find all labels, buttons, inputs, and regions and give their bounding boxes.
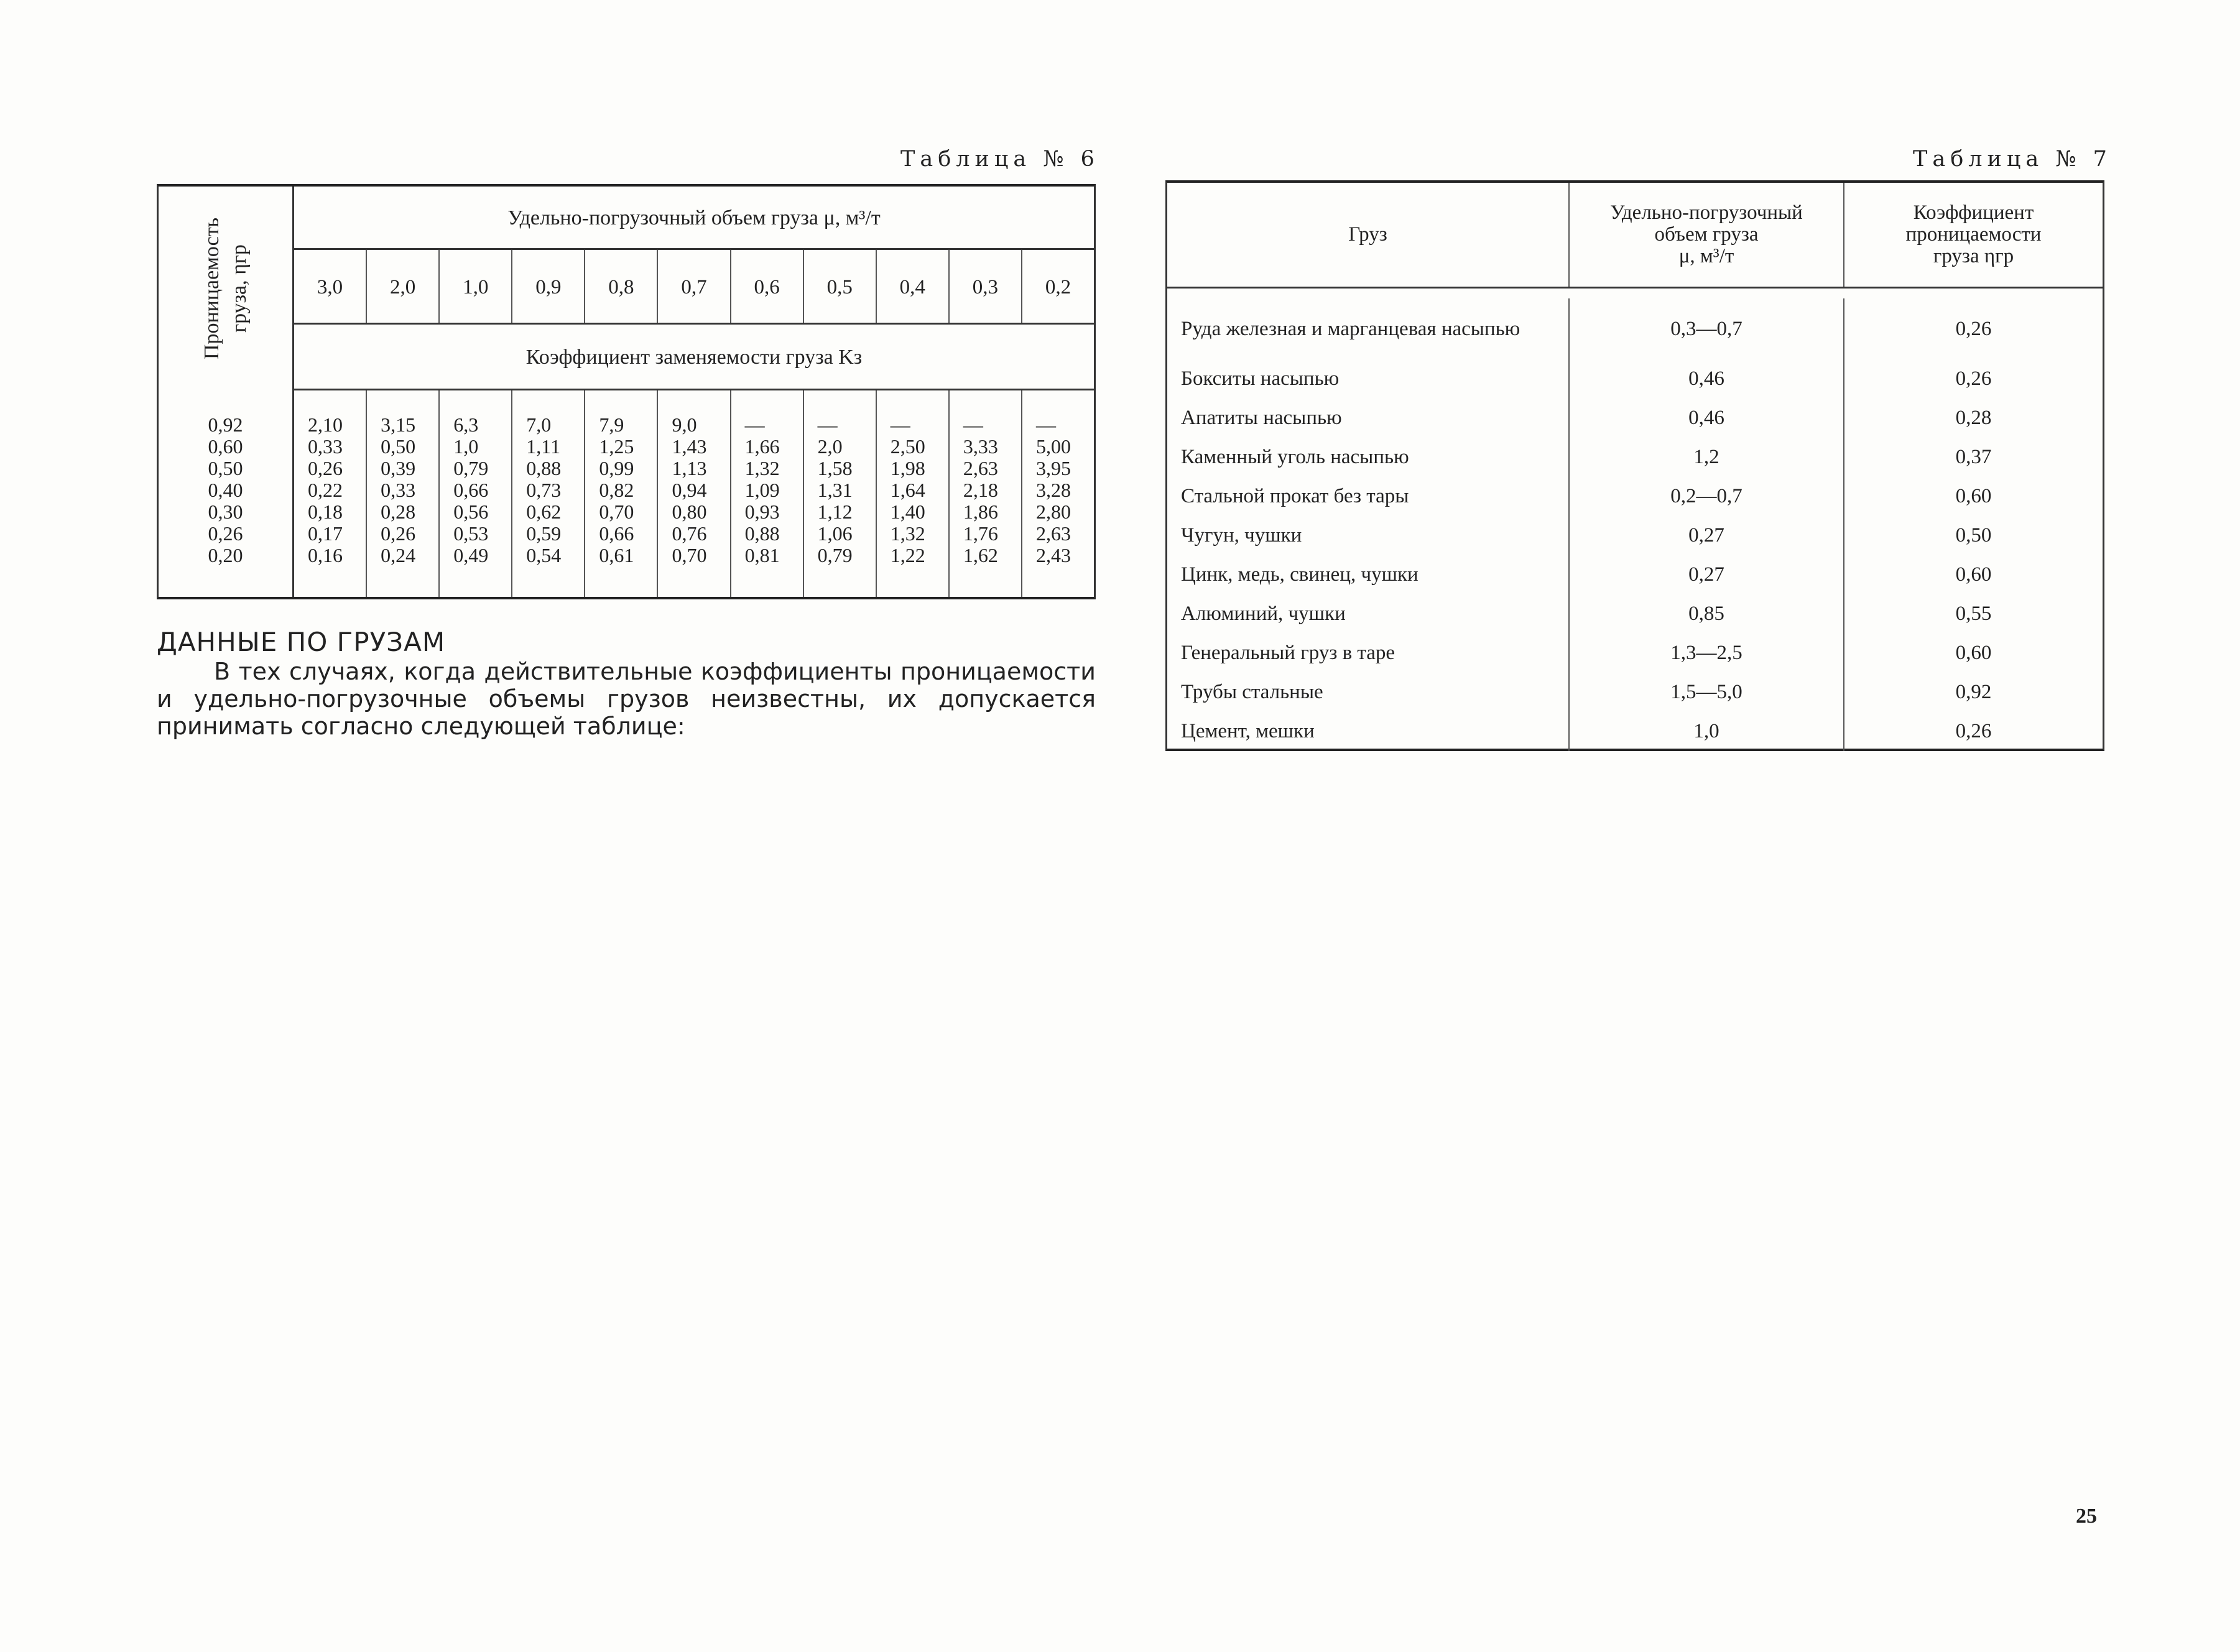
table6-k-value: 1,22	[890, 544, 925, 566]
table6-k-value: 0,66	[599, 522, 634, 545]
table7-permeability-cell	[1843, 673, 2103, 712]
table6-k-value: 5,00	[1035, 435, 1071, 458]
table7-cargo-cell-text: Генеральный груз в таре	[1181, 642, 1395, 664]
table6-k-value: 1,09	[744, 479, 780, 501]
table6-mu-cell: 1,0	[438, 250, 511, 323]
table6-k-value: 0,24	[381, 544, 416, 566]
table6-k-value: 0,70	[672, 544, 707, 566]
table6-k-value: 0,76	[672, 522, 707, 545]
table6-k-value: 3,33	[963, 435, 998, 458]
table6-eta-value: 0,26	[208, 522, 243, 545]
table7-permeability-cell	[1843, 712, 2103, 751]
table7-cargo-cell-text: Каменный уголь насыпью	[1181, 446, 1409, 468]
table6-k-value: 3,95	[1035, 457, 1071, 479]
table6-k-value: 0,28	[381, 501, 416, 523]
table6-k-value: 0,79	[817, 544, 853, 566]
table6-k-value: 7,9	[599, 413, 624, 436]
table6-k-value: 0,99	[599, 457, 634, 479]
table6-bottom-header: Коэффициент заменяемости груза Kз	[294, 325, 1094, 390]
table7-permeability-cell-text: 0,55	[1955, 602, 1992, 625]
table7-row	[1167, 359, 2103, 399]
table7-volume-cell	[1568, 477, 1843, 516]
table7-volume-cell-text: 0,27	[1688, 563, 1724, 586]
table7-volume-cell	[1568, 555, 1843, 594]
table7	[1165, 180, 2104, 751]
table6-k-value: 6,3	[453, 413, 479, 436]
table7-row	[1167, 712, 2103, 751]
table6-k-value: —	[744, 413, 765, 436]
table6-eta-value: 0,60	[208, 435, 243, 458]
table6-k-column	[948, 390, 1021, 597]
table7-cargo-cell-text: Бокситы насыпью	[1181, 367, 1340, 390]
table6-row-header-cell	[159, 187, 294, 390]
table7-volume-cell-text: 0,46	[1688, 407, 1724, 429]
table6-k-value: 0,62	[526, 501, 562, 523]
table6-k-value: 0,50	[381, 435, 416, 458]
table6-eta-value: 0,92	[208, 413, 243, 436]
table7-volume-cell-text: 1,0	[1693, 720, 1719, 742]
table6-k-value: 0,70	[599, 501, 634, 523]
table6-k-value: 2,0	[817, 435, 843, 458]
table6-mu-cell: 0,7	[657, 250, 729, 323]
table6-k-value: 0,33	[381, 479, 416, 501]
table6-k-column	[584, 390, 657, 597]
table6-k-value: 1,43	[672, 435, 707, 458]
table7-row	[1167, 594, 2103, 634]
table6-k-value: 0,73	[526, 479, 562, 501]
table6-mu-cell: 0,5	[803, 250, 876, 323]
table6-k-value: 1,32	[890, 522, 925, 545]
table7-volume-cell-text: 0,3—0,7	[1670, 317, 1742, 340]
table7-volume-cell-text: 1,2	[1693, 446, 1719, 468]
table7-volume-cell-text: 0,85	[1688, 602, 1724, 625]
table7-row	[1167, 298, 2103, 359]
table6-mu-cell: 3,0	[317, 276, 343, 298]
table7-volume-cell	[1568, 634, 1843, 673]
table7-cargo-cell	[1167, 477, 1568, 516]
table7-volume-cell	[1568, 516, 1843, 555]
table7-row	[1167, 438, 2103, 477]
table7-cargo-cell	[1167, 555, 1568, 594]
table7-permeability-cell-text: 0,50	[1955, 524, 1992, 547]
table6-k-value: 0,54	[526, 544, 562, 566]
section-title: ДАННЫЕ ПО ГРУЗАМ	[157, 627, 446, 657]
table6-k-value: 7,0	[526, 413, 552, 436]
table6-k-value: 0,18	[308, 501, 343, 523]
table7-cargo-cell-text: Руда железная и марганцевая насыпью	[1181, 317, 1520, 340]
table7-cargo-cell-text: Цемент, мешки	[1181, 720, 1315, 742]
table6-k-column	[657, 390, 729, 597]
table6-k-column	[803, 390, 876, 597]
table6-k-value: 3,28	[1035, 479, 1071, 501]
table6-k-column	[511, 390, 584, 597]
table7-volume-cell	[1568, 594, 1843, 634]
table7-row	[1167, 555, 2103, 594]
table6-k-value: 0,16	[308, 544, 343, 566]
table6-k-value: 2,63	[1035, 522, 1071, 545]
table7-header-permeability: Коэффициент проницаемости груза ηгр	[1843, 183, 2103, 287]
table6-k-value: 1,76	[963, 522, 998, 545]
table7-cargo-cell-text: Алюминий, чушки	[1181, 602, 1346, 625]
table6-eta-value: 0,50	[208, 457, 243, 479]
table7-permeability-cell-text: 0,26	[1955, 720, 1992, 742]
section-paragraph: В тех случаях, когда действительные коэффициенты проницаемости и удельно-погрузочные объемы грузов неизвестны, их допускается принимать согласно следующей таблице:	[157, 658, 1096, 740]
table6-k-column	[1021, 390, 1094, 597]
table6-k-value: 1,0	[453, 435, 479, 458]
table7-cargo-cell	[1167, 673, 1568, 712]
table7-cargo-cell	[1167, 594, 1568, 634]
table6-k-value: —	[817, 413, 838, 436]
table7-permeability-cell	[1843, 298, 2103, 359]
table6-k-value: 2,43	[1035, 544, 1071, 566]
table7-permeability-cell	[1843, 634, 2103, 673]
table7-volume-cell	[1568, 399, 1843, 438]
table7-permeability-cell-text: 0,26	[1955, 317, 1992, 340]
table6-mu-cell: 0,2	[1021, 250, 1094, 323]
table7-volume-cell	[1568, 438, 1843, 477]
table7-permeability-cell	[1843, 438, 2103, 477]
table7-cargo-cell-text: Цинк, медь, свинец, чушки	[1181, 563, 1419, 586]
table6-k-value: 0,56	[453, 501, 489, 523]
table7-permeability-cell-text: 0,28	[1955, 407, 1992, 429]
table7-permeability-cell-text: 0,26	[1955, 367, 1992, 390]
table6-k-value: 0,17	[308, 522, 343, 545]
table6-top-header: Удельно-погрузочный объем груза μ, м³/т	[294, 187, 1094, 250]
table7-row	[1167, 399, 2103, 438]
table6-k-value: 0,80	[672, 501, 707, 523]
table6-k-value: 1,66	[744, 435, 780, 458]
table6-mu-cell: 0,9	[511, 250, 584, 323]
table7-cargo-cell	[1167, 634, 1568, 673]
table7-permeability-cell-text: 0,60	[1955, 642, 1992, 664]
table6-k-value: 1,98	[890, 457, 925, 479]
table7-cargo-cell	[1167, 399, 1568, 438]
table7-caption: Таблица № 7	[1913, 147, 2112, 172]
table6-k-value: 2,18	[963, 479, 998, 501]
table7-cargo-cell	[1167, 438, 1568, 477]
table6-k-value: 1,86	[963, 501, 998, 523]
table6-k-value: 9,0	[672, 413, 697, 436]
table7-cargo-cell	[1167, 359, 1568, 399]
table7-cargo-cell	[1167, 516, 1568, 555]
table6-k-value: —	[963, 413, 983, 436]
table6-k-value: 0,93	[744, 501, 780, 523]
table6-k-value: 1,12	[817, 501, 853, 523]
table6-k-value: 0,59	[526, 522, 562, 545]
table6-k-value: 2,50	[890, 435, 925, 458]
table6-mu-cell: 0,3	[948, 250, 1021, 323]
table7-cargo-cell-text: Трубы стальные	[1181, 681, 1323, 703]
table7-volume-cell-text: 1,5—5,0	[1670, 681, 1742, 703]
table7-cargo-cell-text: Чугун, чушки	[1181, 524, 1302, 547]
table6-mu-cell: 2,0	[366, 250, 438, 323]
table6-mu-row	[294, 250, 1094, 325]
table6-caption: Таблица № 6	[900, 147, 1099, 172]
table7-volume-cell-text: 0,46	[1688, 367, 1724, 390]
table6-k-value: 2,80	[1035, 501, 1071, 523]
table6-mu-cell: 0,8	[584, 250, 657, 323]
table6-k-column	[730, 390, 803, 597]
table7-row	[1167, 516, 2103, 555]
table6-k-value: 0,33	[308, 435, 343, 458]
table6-k-column	[438, 390, 511, 597]
table6-k-value: 0,88	[744, 522, 780, 545]
table6-k-value: 1,06	[817, 522, 853, 545]
table6-k-value: 0,81	[744, 544, 780, 566]
table6-k-value: 0,53	[453, 522, 489, 545]
table6-k-value: 0,79	[453, 457, 489, 479]
table7-header-cargo: Груз	[1348, 223, 1387, 246]
table7-volume-cell	[1568, 298, 1843, 359]
table6-k-value: —	[890, 413, 910, 436]
table7-cargo-cell	[1167, 712, 1568, 751]
table6-k-value: 1,62	[963, 544, 998, 566]
table6-k-value: 0,88	[526, 457, 562, 479]
table7-permeability-cell-text: 0,60	[1955, 563, 1992, 586]
cargo-data-section	[157, 628, 1096, 740]
table7-header-row	[1167, 183, 2103, 288]
table6-k-value: 0,66	[453, 479, 489, 501]
table7-volume-cell-text: 0,27	[1688, 524, 1724, 547]
table7-permeability-cell-text: 0,60	[1955, 485, 1992, 507]
table6-k-column	[366, 390, 438, 597]
table7-row	[1167, 477, 2103, 516]
table6-k-value: 1,11	[526, 435, 561, 458]
table6-eta-value: 0,30	[208, 501, 243, 523]
table7-permeability-cell	[1843, 399, 2103, 438]
table6-k-value: 2,10	[308, 413, 343, 436]
table6-row-header: Проницаемость груза, ηгр	[200, 217, 251, 360]
table7-volume-cell	[1568, 359, 1843, 399]
table6-mu-cell: 0,6	[730, 250, 803, 323]
table7-permeability-cell	[1843, 477, 2103, 516]
table7-volume-cell	[1568, 712, 1843, 751]
table7-cargo-cell-text: Стальной прокат без тары	[1181, 485, 1409, 507]
table6-k-value: 0,61	[599, 544, 634, 566]
table6-k-column	[876, 390, 948, 597]
table6-k-column	[294, 390, 366, 597]
table7-permeability-cell-text: 0,37	[1955, 446, 1992, 468]
table7-header-volume: Удельно-погрузочный объем груза μ, м³/т	[1568, 183, 1843, 287]
table6-k-value: 0,26	[381, 522, 416, 545]
table6-mu-cell: 0,4	[876, 250, 948, 323]
table7-body	[1167, 298, 2103, 749]
table6-k-value: 0,22	[308, 479, 343, 501]
table6-k-value: 1,31	[817, 479, 853, 501]
table6-k-value: 0,26	[308, 457, 343, 479]
table7-permeability-cell	[1843, 555, 2103, 594]
table7-cargo-cell	[1167, 298, 1568, 359]
table6-body	[159, 390, 1094, 597]
table6-k-value: 1,13	[672, 457, 707, 479]
table7-row	[1167, 673, 2103, 712]
table6-k-value: 0,49	[453, 544, 489, 566]
table6-k-value: 0,82	[599, 479, 634, 501]
table6-k-value: 1,25	[599, 435, 634, 458]
table6-k-value: 1,64	[890, 479, 925, 501]
table6-k-value: 2,63	[963, 457, 998, 479]
table6-eta-value: 0,40	[208, 479, 243, 501]
table7-permeability-cell	[1843, 516, 2103, 555]
table6-eta-column	[159, 390, 294, 597]
table6-k-value: 1,32	[744, 457, 780, 479]
table6-k-value: 0,94	[672, 479, 707, 501]
table6-k-value: —	[1035, 413, 1056, 436]
page-number: 25	[2076, 1505, 2097, 1528]
table7-permeability-cell	[1843, 359, 2103, 399]
table6-k-value: 1,40	[890, 501, 925, 523]
table6-k-value: 3,15	[381, 413, 416, 436]
table6	[157, 184, 1096, 599]
table7-permeability-cell-text: 0,92	[1955, 681, 1992, 703]
table7-row	[1167, 634, 2103, 673]
table7-cargo-cell-text: Апатиты насыпью	[1181, 407, 1342, 429]
table7-volume-cell-text: 1,3—2,5	[1670, 642, 1742, 664]
table7-volume-cell-text: 0,2—0,7	[1670, 485, 1742, 507]
table6-k-value: 0,39	[381, 457, 416, 479]
table6-eta-value: 0,20	[208, 544, 243, 566]
table7-permeability-cell	[1843, 594, 2103, 634]
table7-volume-cell	[1568, 673, 1843, 712]
table6-k-value: 1,58	[817, 457, 853, 479]
